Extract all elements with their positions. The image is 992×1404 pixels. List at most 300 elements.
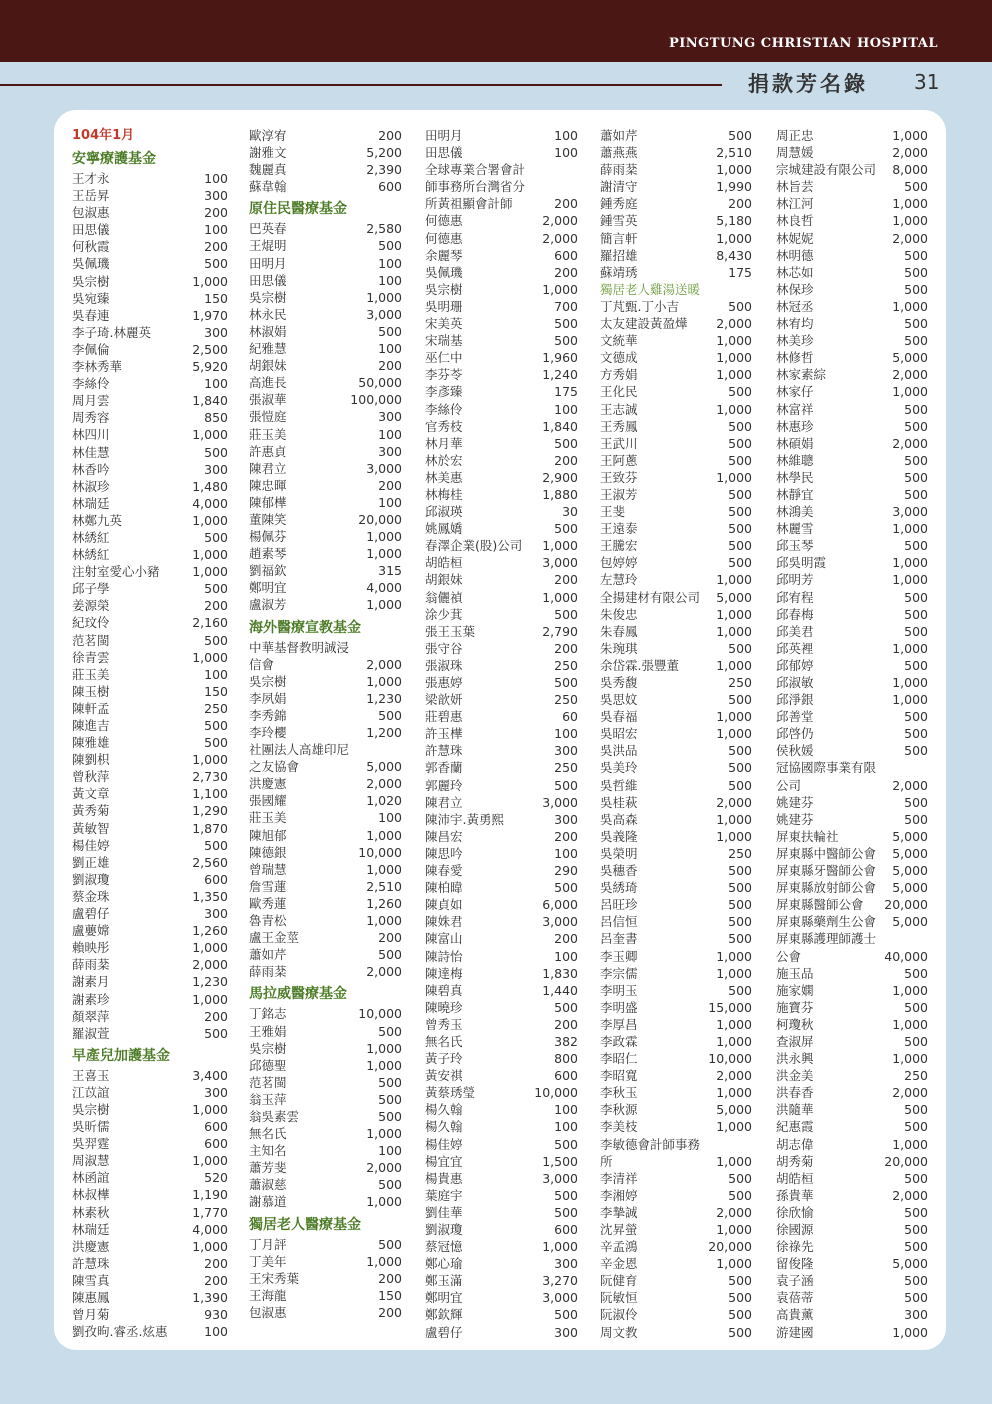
donor-name: 林美惠: [425, 469, 463, 485]
donation-amount: 500: [904, 486, 928, 502]
donor-row: [776, 811, 928, 828]
donation-amount: 1,000: [192, 427, 228, 443]
donor-name: 宗城建設有限公司: [776, 162, 877, 178]
donor-row: [600, 674, 752, 691]
donor-name: 周文教: [600, 1324, 638, 1340]
donor-row: [249, 1236, 402, 1253]
donor-row: [425, 1289, 578, 1306]
donor-name: 中華基督教明誠浸: [249, 639, 350, 655]
donation-amount: 100: [554, 1119, 578, 1135]
donor-name: 蔡冠憶: [425, 1239, 463, 1255]
donor-name: 邱宥程: [776, 589, 814, 605]
donation-amount: 500: [204, 256, 228, 272]
donation-amount: 2,000: [892, 145, 928, 161]
donor-name: 王遠泰: [600, 521, 638, 537]
donor-row: [72, 939, 228, 956]
donor-name: 辛金恩: [600, 1256, 638, 1272]
donor-row: [249, 1253, 402, 1270]
donor-row: [425, 1153, 578, 1170]
donor-row: [425, 1255, 578, 1272]
donor-name: 詹雪蓮: [249, 878, 287, 894]
donor-name: 吳哲維: [600, 777, 638, 793]
donor-name: 林淑娟: [249, 323, 287, 339]
donor-name: 朱春鳳: [600, 623, 638, 639]
donor-name: 林綉紅: [72, 547, 110, 563]
donor-name: 邱淑敏: [776, 675, 814, 690]
donation-amount: 1,000: [366, 1040, 402, 1056]
donation-amount: 5,000: [892, 914, 928, 930]
donor-row: [72, 973, 228, 990]
donation-amount: 500: [904, 1239, 928, 1255]
donor-name: 曾月菊: [72, 1307, 110, 1323]
donor-name: 林四川: [72, 427, 110, 443]
donation-amount: 3,000: [366, 306, 402, 322]
donor-name: 吳宗樹: [425, 281, 463, 297]
donation-amount: 500: [904, 452, 928, 468]
donor-name: 無名氏: [249, 1126, 287, 1142]
donor-row: [249, 1074, 402, 1091]
donor-row: [249, 127, 402, 144]
donor-row: [72, 751, 228, 768]
donor-row: [776, 725, 928, 742]
donor-row: [249, 494, 402, 511]
donation-amount: 300: [204, 188, 228, 204]
donation-amount: 2,000: [542, 230, 578, 246]
donation-amount: 250: [554, 760, 578, 776]
donor-row: [249, 579, 402, 596]
donor-name: 蕭燕燕: [600, 145, 638, 161]
donor-name: 梁歆妍: [425, 692, 463, 708]
donation-amount: 100: [378, 1143, 402, 1159]
donor-name: 無名氏: [425, 1033, 463, 1049]
donor-name: 胡皓桓: [776, 1170, 814, 1186]
donor-row: [776, 332, 928, 349]
donor-row: [425, 537, 578, 554]
donor-name: 陳柏暐: [425, 880, 463, 896]
donor-row: [776, 1170, 928, 1187]
donor-name: 李政霖: [600, 1033, 638, 1049]
donation-amount: 1,000: [716, 709, 752, 725]
donation-amount: 1,960: [542, 350, 578, 366]
donor-name: 魏麗真: [249, 162, 287, 178]
donor-name: 蕭如芹: [600, 128, 638, 143]
donor-name: 劉孜昫.睿丞.炫惠: [72, 1324, 168, 1340]
donor-name: 薛雨棻: [249, 964, 287, 980]
donor-name: 王才永: [72, 171, 110, 186]
donor-row: [425, 708, 578, 725]
donation-amount: 600: [378, 179, 402, 195]
donation-amount: 500: [728, 1170, 752, 1186]
donation-amount: 500: [728, 1273, 752, 1289]
donor-row: [249, 562, 402, 579]
donor-row: [600, 264, 752, 281]
donor-name: 屏東縣醫師公會: [776, 897, 864, 913]
donor-row: [600, 1101, 752, 1118]
donor-row: [425, 349, 578, 366]
donor-column-5: [776, 127, 928, 1341]
donation-amount: 500: [904, 1102, 928, 1118]
donation-amount: 2,000: [892, 367, 928, 383]
donor-row: [72, 1084, 228, 1101]
donor-name: 郭麗玲: [425, 777, 463, 793]
donor-name: 王宋秀葉: [249, 1270, 300, 1286]
donation-amount: 500: [728, 640, 752, 656]
donor-row: [776, 315, 928, 332]
donation-amount: 6,000: [542, 897, 578, 913]
donor-name: 洪慶憲: [72, 1238, 110, 1254]
donor-row: [776, 623, 928, 640]
donor-row: [249, 477, 402, 494]
donation-amount: 500: [204, 735, 228, 751]
donor-name: 謝素珍: [72, 991, 110, 1007]
donation-amount: 1,970: [192, 307, 228, 323]
donor-name: 林修哲: [776, 350, 814, 366]
donor-name: 楊久翰: [425, 1119, 463, 1135]
donor-row: [600, 930, 752, 947]
donor-name: 郭香蘭: [425, 760, 463, 776]
donation-amount: 1,100: [192, 786, 228, 802]
donor-name: 徐青雲: [72, 649, 110, 665]
donor-name: 吳宛臻: [72, 290, 110, 306]
donor-name: 李清祥: [600, 1170, 638, 1186]
donor-row: [425, 281, 578, 298]
donor-name: 陳詩怡: [425, 948, 463, 964]
donation-amount: 5,180: [716, 213, 752, 229]
donor-row: [249, 1091, 402, 1108]
donation-amount: 5,000: [716, 589, 752, 605]
donor-row: [776, 1101, 928, 1118]
donor-name: 邱德聖: [249, 1057, 287, 1073]
donor-name: 袁子涵: [776, 1273, 814, 1289]
donor-row: [249, 827, 402, 844]
donor-name: 陳碧真: [425, 982, 463, 998]
donor-row: [249, 289, 402, 306]
donor-row: [72, 512, 228, 529]
donation-amount: 1,000: [366, 861, 402, 877]
donor-name: 邱善堂: [776, 709, 814, 725]
donation-amount: 500: [554, 333, 578, 349]
donor-row: [425, 469, 578, 486]
donor-row: [600, 1050, 752, 1067]
donor-row: [72, 1169, 228, 1186]
donor-name: 林素秋: [72, 1204, 110, 1220]
donation-amount: 1,000: [892, 1136, 928, 1152]
donor-name: 鄭玉滿: [425, 1273, 463, 1289]
donor-row: [600, 383, 752, 400]
donor-name: 侯秋媛: [776, 743, 814, 759]
donor-row: [600, 725, 752, 742]
donation-amount: 1,000: [716, 948, 752, 964]
donor-name: 林瑞廷: [72, 495, 110, 511]
donor-row: [600, 828, 752, 845]
donor-name: 黃安祺: [425, 1068, 463, 1084]
donation-amount: 2,000: [366, 964, 402, 980]
donor-row: [425, 589, 578, 606]
donation-amount: 300: [554, 811, 578, 827]
donation-amount: 2,000: [716, 794, 752, 810]
donor-name: 楊佩芬: [249, 529, 287, 545]
donation-amount: 500: [204, 1025, 228, 1041]
donation-amount: 1,000: [366, 1057, 402, 1073]
donor-name: 吳宗樹: [249, 673, 287, 689]
donor-name: 林月華: [425, 435, 463, 451]
donor-name: 丁美年: [249, 1253, 287, 1269]
donation-amount: 1,000: [366, 1126, 402, 1142]
donor-name: 所: [600, 1153, 613, 1169]
donor-name: 李明玉: [600, 982, 638, 998]
donor-row: [249, 741, 402, 758]
donor-name: 方秀娟: [600, 367, 638, 383]
donor-name: 王秀鳳: [600, 418, 638, 434]
donor-name: 魯青松: [249, 913, 287, 929]
donation-amount: 1,000: [892, 128, 928, 143]
donor-name: 李厚昌: [600, 1016, 638, 1032]
donor-name: 王淑芳: [600, 486, 638, 502]
donation-amount: 2,160: [192, 615, 228, 631]
donation-amount: 500: [378, 238, 402, 254]
donor-name: 包淑惠: [249, 1304, 287, 1320]
donor-name: 吳洪品: [600, 743, 638, 759]
donor-row: [249, 1125, 402, 1142]
donation-amount: 250: [554, 692, 578, 708]
donor-row: [72, 255, 228, 272]
donation-amount: 500: [378, 1236, 402, 1252]
donor-row: [72, 1306, 228, 1323]
donor-name: 蕭芳斐: [249, 1160, 287, 1176]
donor-row: [600, 212, 752, 229]
donor-name: 田思儀: [249, 272, 287, 288]
donation-amount: 1,000: [366, 529, 402, 545]
donor-name: 李彥臻: [425, 384, 463, 400]
donor-row: [600, 1272, 752, 1289]
donor-name: 王志誠: [600, 401, 638, 417]
donor-row: [600, 1170, 752, 1187]
donor-name: 胡皓桓: [425, 555, 463, 571]
donor-name: 林於宏: [425, 452, 463, 468]
donor-row: [600, 999, 752, 1016]
donation-amount: 500: [554, 521, 578, 537]
donor-name: 謝雅文: [249, 145, 287, 161]
donor-name: 冠協國際事業有限: [776, 760, 877, 776]
donor-name: 陳郁樺: [249, 494, 287, 510]
donor-name: 周月雲: [72, 393, 110, 409]
donation-amount: 200: [554, 452, 578, 468]
donation-amount: 2,000: [716, 1204, 752, 1220]
donor-name: 吳桂萩: [600, 794, 638, 810]
donor-name: 張國耀: [249, 793, 287, 809]
donation-amount: 1,000: [716, 1119, 752, 1135]
donor-row: [425, 1067, 578, 1084]
donor-row: [249, 1005, 402, 1022]
donor-row: [249, 340, 402, 357]
donor-row: [249, 724, 402, 741]
donor-name: 邱英裡: [776, 640, 814, 656]
donor-name: 李摯誠: [600, 1204, 638, 1220]
donation-amount: 1,990: [716, 179, 752, 195]
donor-row: [425, 127, 578, 144]
donor-row: [776, 640, 928, 657]
donation-amount: 3,000: [542, 555, 578, 571]
donation-amount: 1,000: [892, 982, 928, 998]
donation-amount: 300: [554, 743, 578, 759]
donor-row: [776, 589, 928, 606]
donor-name: 吳宗樹: [249, 289, 287, 305]
donation-amount: 500: [904, 743, 928, 759]
donation-amount: 500: [728, 128, 752, 143]
donation-amount: 3,000: [542, 794, 578, 810]
donor-name: 吳春福: [600, 709, 638, 725]
donor-name: 余麗琴: [425, 247, 463, 263]
donor-row: [72, 392, 228, 409]
donation-amount: 2,000: [366, 656, 402, 672]
donor-row: [600, 691, 752, 708]
donation-amount: 1,390: [192, 1290, 228, 1305]
donor-row: [72, 170, 228, 187]
donation-amount: 1,000: [192, 1153, 228, 1169]
donor-name: 洪慶憲: [249, 776, 287, 792]
donor-name: 林家素綜: [776, 367, 827, 383]
donor-name: 胡銀妹: [249, 358, 287, 374]
donor-name: 陳貞如: [425, 897, 463, 913]
donor-row: [425, 1187, 578, 1204]
donation-amount: 500: [728, 452, 752, 468]
donor-row: [249, 1193, 402, 1210]
donation-amount: 1,000: [892, 675, 928, 690]
donor-name: 黃蔡琇瑩: [425, 1085, 476, 1101]
donor-row: [249, 639, 402, 656]
donor-row: [425, 503, 578, 520]
donor-row: [600, 742, 752, 759]
donation-amount: 300: [378, 443, 402, 459]
donor-name: 林叔樺: [72, 1187, 110, 1203]
donor-name: 李湘婷: [600, 1187, 638, 1203]
donor-row: [72, 358, 228, 375]
donor-name: 邱啓仍: [776, 726, 814, 742]
donor-row: [249, 1040, 402, 1057]
donor-name: 李宗儒: [600, 965, 638, 981]
donor-row: [776, 383, 928, 400]
donation-amount: 1,000: [192, 1101, 228, 1117]
donor-name: 吳佩璣: [72, 256, 110, 272]
donor-row: [425, 435, 578, 452]
donor-name: 查淑屏: [776, 1033, 814, 1049]
donation-amount: 1,000: [716, 1153, 752, 1169]
donor-name: 施家嫻: [776, 982, 814, 998]
donation-amount: 500: [378, 1177, 402, 1193]
donation-amount: 500: [554, 1136, 578, 1152]
donor-name: 陳春愛: [425, 863, 463, 879]
donor-row: [72, 426, 228, 443]
donation-amount: 200: [204, 1272, 228, 1288]
donor-name: 李絲伶: [425, 401, 463, 417]
donation-amount: 150: [378, 1287, 402, 1303]
donor-name: 紀惠霞: [776, 1119, 814, 1135]
donation-amount: 500: [904, 264, 928, 280]
donor-row: [72, 409, 228, 426]
donor-row: [776, 1136, 928, 1153]
donation-amount: 250: [554, 657, 578, 673]
donor-row: [600, 332, 752, 349]
donor-name: 游建國: [776, 1324, 814, 1340]
donor-name: 陳德銀: [249, 844, 287, 860]
donation-amount: 600: [204, 1119, 228, 1135]
donor-row: [776, 127, 928, 144]
donation-amount: 500: [728, 863, 752, 879]
donation-amount: 1,000: [192, 273, 228, 289]
donation-amount: 1,000: [542, 1239, 578, 1255]
donor-row: [425, 1238, 578, 1255]
donation-amount: 20,000: [884, 1153, 928, 1169]
donation-amount: 500: [728, 692, 752, 708]
donor-name: 徐欣愉: [776, 1204, 814, 1220]
donor-name: 鍾雪英: [600, 213, 638, 229]
donor-name: 陳雅雄: [72, 735, 110, 751]
donor-row: [776, 298, 928, 315]
donor-name: 王騰宏: [600, 538, 638, 554]
donor-name: 張淑華: [249, 392, 287, 408]
donor-row: [72, 546, 228, 563]
donor-row: [249, 1159, 402, 1176]
donation-amount: 1,000: [716, 401, 752, 417]
donor-row: [600, 435, 752, 452]
donation-amount: 1,000: [366, 913, 402, 929]
donor-row: [776, 281, 928, 298]
donor-name: 蕭淑慈: [249, 1177, 287, 1193]
donor-row: [776, 1084, 928, 1101]
donor-row: [776, 896, 928, 913]
donation-amount: 1,000: [716, 726, 752, 742]
donation-amount: 8,000: [892, 162, 928, 178]
donation-amount: 500: [904, 418, 928, 434]
donor-name: 林宥均: [776, 316, 814, 332]
donor-row: [600, 1221, 752, 1238]
donor-row: [425, 913, 578, 930]
donation-amount: 200: [378, 358, 402, 374]
donation-amount: 1,500: [542, 1153, 578, 1169]
donor-row: [776, 879, 928, 896]
donation-amount: 250: [728, 675, 752, 690]
donation-amount: 150: [204, 683, 228, 699]
donor-row: [72, 1135, 228, 1152]
donor-name: 周正忠: [776, 128, 814, 143]
donor-name: 吳宗樹: [249, 1040, 287, 1056]
donor-name: 公司: [776, 777, 802, 793]
donation-amount: 500: [728, 1307, 752, 1323]
fund-heading: 馬拉威醫療基金: [249, 986, 347, 1003]
donation-amount: 500: [904, 538, 928, 554]
donor-row: [600, 178, 752, 195]
donor-row: [600, 247, 752, 264]
donation-amount: 100: [554, 401, 578, 417]
donation-amount: 500: [728, 538, 752, 554]
donor-name: 林靜宜: [776, 486, 814, 502]
donor-name: 薛雨棻: [72, 957, 110, 973]
donor-row: [600, 1204, 752, 1221]
donor-row: [425, 1324, 578, 1341]
donor-name: 呂信恒: [600, 914, 638, 930]
donor-row: [425, 332, 578, 349]
donor-row: [72, 768, 228, 785]
donor-name: 陳進吉: [72, 718, 110, 733]
donor-row: [600, 195, 752, 212]
donor-row: [425, 691, 578, 708]
donor-row: [600, 1136, 752, 1153]
donor-name: 李子琦.林麗英: [72, 324, 151, 340]
donor-row: [72, 444, 228, 461]
donor-row: [776, 452, 928, 469]
donor-name: 師事務所台灣省分: [425, 179, 526, 195]
donor-row: [249, 946, 402, 963]
